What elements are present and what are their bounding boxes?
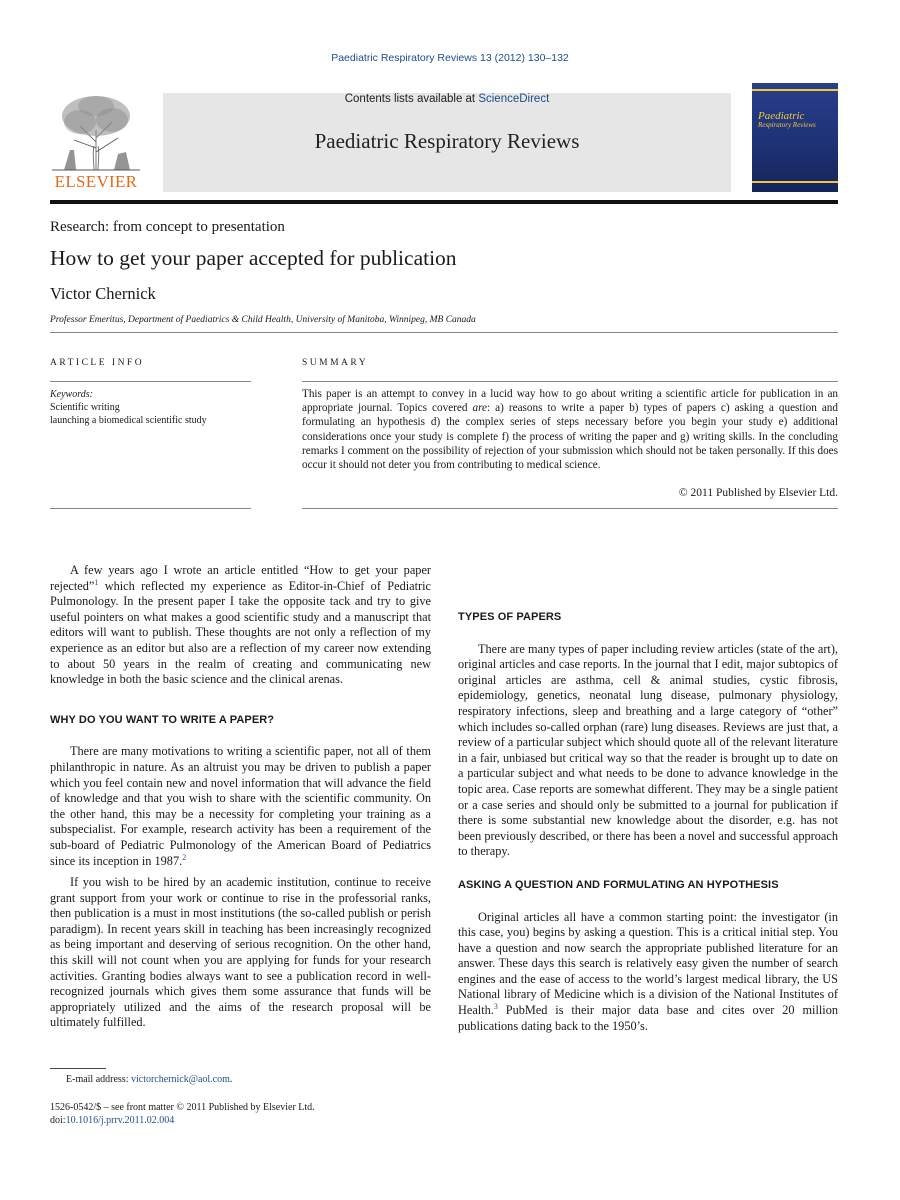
body-column-left	[50, 563, 431, 1031]
summary-rule-bottom	[302, 508, 838, 509]
cover-band-bottom	[752, 181, 838, 183]
summary-text	[302, 387, 838, 472]
keyword-item: launching a biomedical scientific study	[50, 415, 207, 426]
summary-text-part: This paper is an attempt to convey in a lucid way how to go about writing a scientific article for publication in an appropriate journal. Topics covered	[302, 388, 838, 415]
why-paragraph-1	[50, 744, 431, 869]
footnote-rule	[50, 1068, 106, 1069]
journal-cover[interactable]	[752, 83, 838, 192]
why-paragraph-2: If you wish to be hired by an academic institution, continue to receive grant support from your work or continue to rise in the professorial ranks, then publication is a must in most institutions (the so-called publish or perish paradigm). In recent years skill in teaching has been increasingly recognized as being important and deserving of serious recognition. On the other hand, this skill will not count when you are applying for funds for your research activities. Granting bodies always want to see a publication record in well-recognized journals which gives them some assurance that funds will be appropriately utilized and the aims of the research proposal will be ultimately fulfilled.	[50, 875, 431, 1030]
journal-reference[interactable]: Paediatric Respiratory Reviews 13 (2012) 130–132	[331, 52, 569, 64]
title-block-divider	[50, 332, 838, 333]
why-paragraph-1-text: There are many motivations to writing a scientific paper, not all of them philanthropic in nature. As an altruist you may be driven to publish a paper which you feel contain new and novel information that will advance the field of knowledge and that you wish to share with the scientific community. On the other hand, this may be a necessity for completing your training as a subspecialist. For example, research activity has been a requirement of the sub-board of Pediatric Pulmonology of the American Board of Pediatrics since its inception in 1987.	[50, 744, 431, 868]
doi-line	[50, 1114, 315, 1127]
intro-text: which reflected my experience as Editor-in-Chief of Pediatric Pulmonology. In the present paper I take the opposite tack and try to give useful pointers on what makes a good scientific study and a manuscript that editors will want to publish. These thoughts are not only a reflection of my experience as an editor but also are a reflection of my career now extending to about 50 years in the realm of creating and communicating new knowledge in both the basic science and the clinical arenas.	[50, 578, 431, 687]
cover-band-top	[752, 89, 838, 91]
front-matter	[50, 1101, 315, 1127]
cover-title	[758, 111, 816, 130]
sciencedirect-link[interactable]: ScienceDirect	[478, 93, 550, 105]
header-divider	[50, 200, 838, 204]
elsevier-logo[interactable]	[50, 92, 142, 192]
heading-asking-question: ASKING A QUESTION AND FORMULATING AN HYPOTHESIS	[458, 878, 779, 891]
intro-text: A few years ago I wrote an article entitled “How to get your paper rejected”	[50, 563, 431, 593]
keyword-item: Scientific writing	[50, 402, 120, 413]
reference-3-link[interactable]: 3	[493, 1001, 498, 1011]
section-label: Research: from concept to presentation	[50, 219, 285, 235]
summary-heading: SUMMARY	[302, 358, 369, 368]
author-email-link[interactable]: victorchernick@aol.com	[130, 1074, 230, 1085]
contents-lists-line	[163, 93, 731, 105]
cover-title-line2: Respiratory Reviews	[758, 121, 816, 129]
author-name: Victor Chernick	[50, 284, 156, 303]
keywords-block	[50, 388, 250, 427]
summary-copyright: © 2011 Published by Elsevier Ltd.	[678, 487, 838, 499]
cover-title-line1: Paediatric	[758, 110, 805, 122]
asking-paragraph-text: Original articles all have a common starting point: the investigator (in this case, you) begins by asking a question. This is a critical initial step. You have a question and now search the appropriate published literature for an answer. These days this search is relatively easy given the number of search engines and the ease of access to the world’s largest medical library, the US National library of Medicine which is a division of the National Institutes of Health.	[458, 909, 838, 1018]
heading-types-of-papers: TYPES OF PAPERS	[458, 611, 562, 623]
article-info-rule-bottom	[50, 508, 251, 509]
body-column-right	[458, 563, 838, 1034]
contents-prefix: Contents lists available at	[344, 93, 479, 105]
elsevier-tree-icon	[50, 92, 142, 172]
reference-1-link[interactable]: 1	[94, 577, 99, 587]
article-info-heading: ARTICLE INFO	[50, 358, 145, 368]
asking-paragraph-text: PubMed is their major data base and cites over 20 million publications dating back to the 1950’s.	[458, 1003, 838, 1033]
doi-label: doi:	[50, 1115, 66, 1126]
issn-line: 1526-0542/$ – see front matter © 2011 Published by Elsevier Ltd.	[50, 1102, 315, 1113]
elsevier-wordmark: ELSEVIER	[54, 172, 138, 191]
intro-paragraph	[50, 563, 431, 688]
email-label: E-mail address:	[66, 1074, 131, 1085]
summary-emphasis: are	[472, 402, 487, 415]
summary-rule-top	[302, 381, 838, 382]
reference-2-link[interactable]: 2	[182, 852, 187, 862]
article-info-rule-top	[50, 381, 251, 382]
asking-paragraph-1	[458, 910, 838, 1035]
email-footnote	[50, 1074, 232, 1085]
heading-why-write: WHY DO YOU WANT TO WRITE A PAPER?	[50, 713, 275, 726]
author-affiliation: Professor Emeritus, Department of Paediatrics & Child Health, University of Manitoba, Winnipeg, MB Canada	[50, 315, 476, 325]
journal-header-box	[163, 93, 731, 192]
keywords-label: Keywords:	[50, 389, 93, 400]
continuation-spacer	[458, 563, 838, 594]
doi-link[interactable]: 10.1016/j.prrv.2011.02.004	[65, 1115, 175, 1126]
journal-title[interactable]: Paediatric Respiratory Reviews	[314, 129, 580, 153]
summary-text-part: : a) reasons to write a paper b) types of papers c) asking a question and formulating an hypothesis d) the complex series of steps necessary before you begin your study e) additional considerations once your study is complete f) the process of writing the paper and g) writing skills. In the concluding remarks I comment on the possibility of rejection of your submission which should not be taken personally. If this does occur it should not deter you from contributing to medical science.	[302, 402, 838, 472]
types-paragraph-1: There are many types of paper including review articles (state of the art), original articles and case reports. In the journal that I edit, major subtopics of original articles are asthma, cell & animal studies, cystic fibrosis, epidemiology, genetics, neonatal lung disease, pulmonary physiology, respiratory infections, sleep and breathing and a large category of “other” which includes so-called orphan (rare) lung diseases. Reviews are just that, a review of a particular subject which should quote all of the relevant literature in a fair, unbiased but critical way so that the reader is brought up to date on a particular subject and what needs to be done to advance knowledge in the topic area. Case reports are somewhat different. They may be a single patient or a case series and should only be submitted to a journal for publication if there is some substantial new knowledge about the disorder, e.g. has not been previously described, or there has been a novel and successful approach to therapy.	[458, 641, 838, 859]
paper-title: How to get your paper accepted for publication	[50, 246, 457, 270]
email-end: .	[229, 1074, 233, 1085]
